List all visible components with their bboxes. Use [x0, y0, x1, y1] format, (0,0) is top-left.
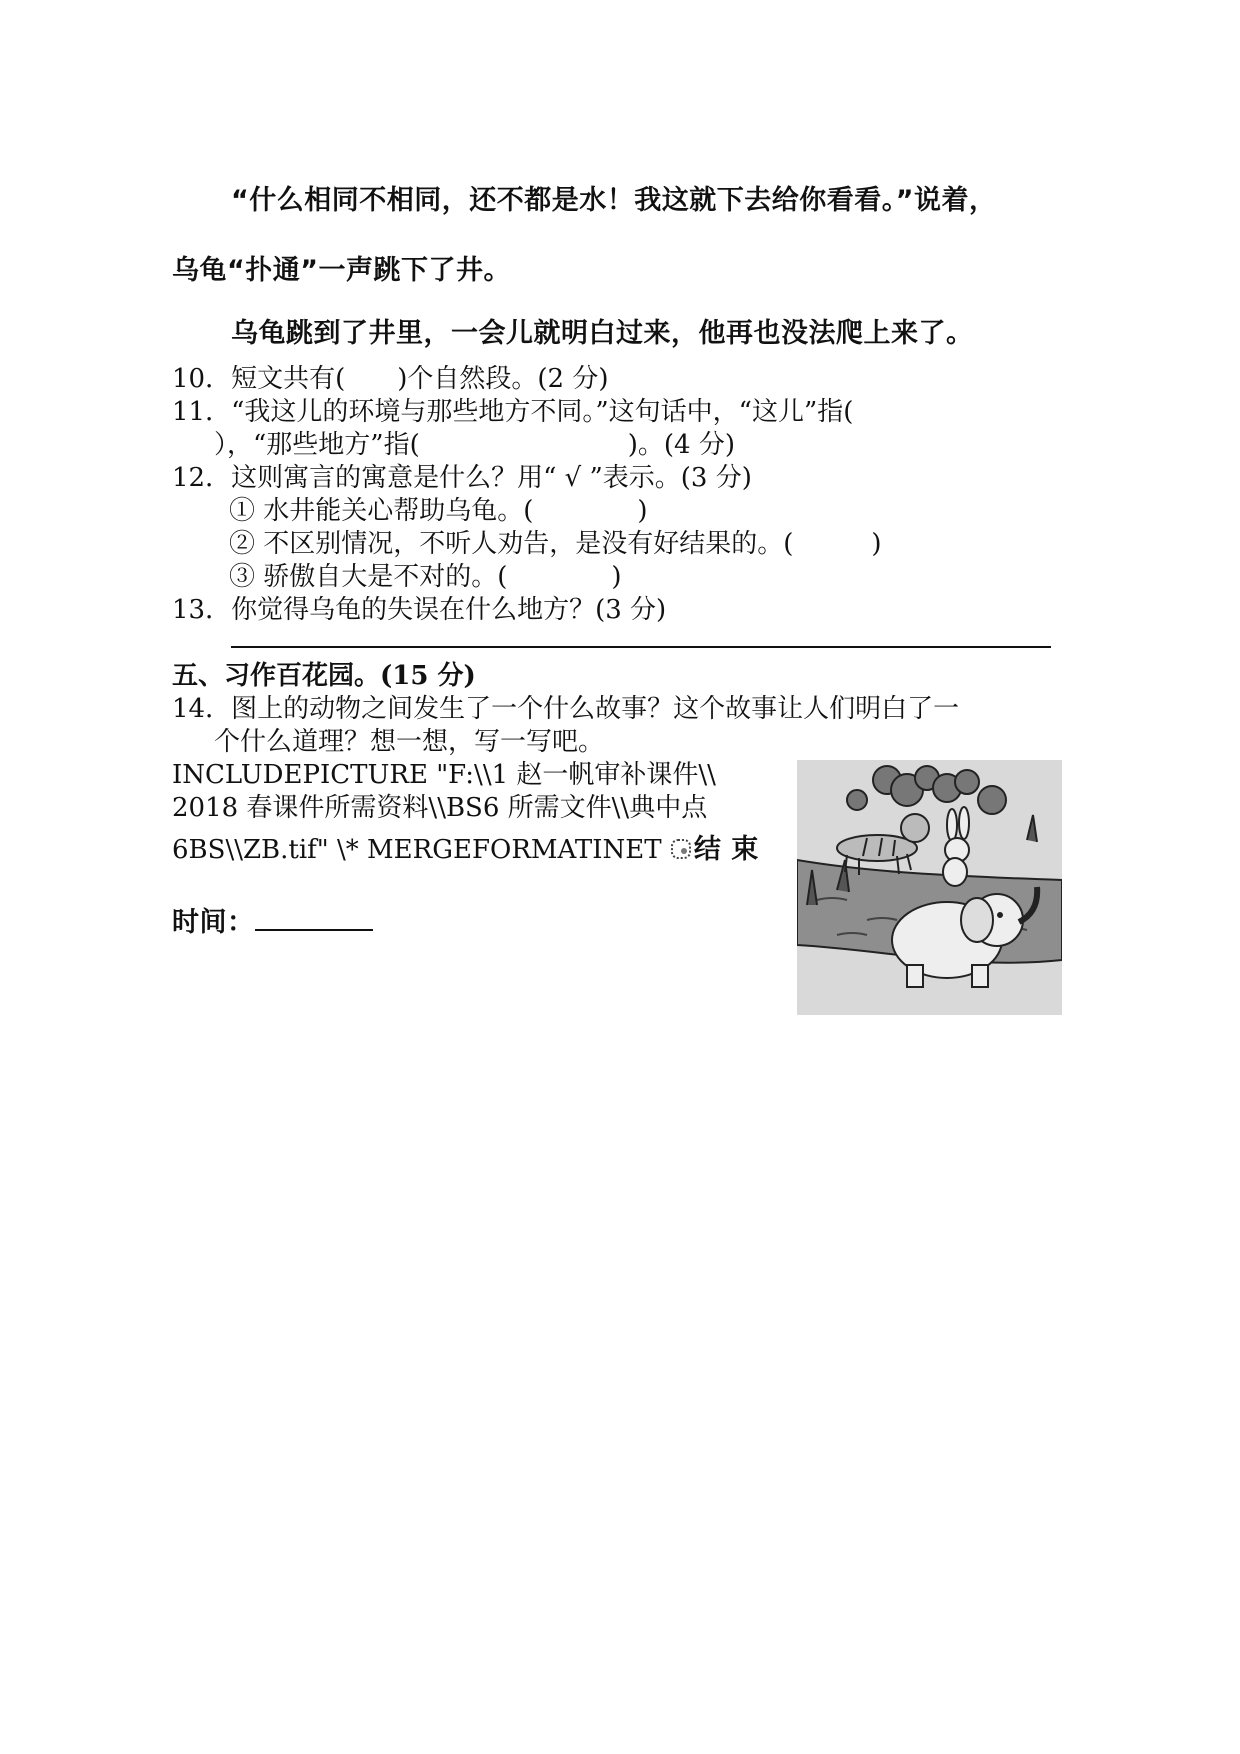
animals-illustration	[797, 760, 1062, 1015]
answer-line-13	[231, 646, 1051, 648]
question-10: 10．短文共有( )个自然段。(2 分)	[172, 364, 609, 394]
section-5-heading: 五、习作百花园。(15 分)	[172, 661, 476, 691]
question-12-option-2: ② 不区别情况，不听人劝告，是没有好结果的。( )	[229, 529, 882, 559]
field-code-line-3-text: 6BS\\ZB.tif" \* MERGEFORMATINET	[172, 835, 670, 865]
field-code-line-1: INCLUDEPICTURE "F:\\1 赵一帆审补课件\\	[172, 760, 716, 790]
story-paragraph-1-line-2: 乌龟“扑通”一声跳下了井。	[172, 255, 511, 286]
question-12-option-3: ③ 骄傲自大是不对的。( )	[229, 562, 622, 592]
story-paragraph-2: 乌龟跳到了井里，一会儿就明白过来，他再也没法爬上来了。	[231, 318, 974, 349]
field-code-line-3	[172, 827, 759, 866]
question-14-line-2: 个什么道理？想一想，写一写吧。	[214, 727, 605, 757]
time-label: 时间：	[172, 907, 255, 938]
field-code-line-2: 2018 春课件所需资料\\BS6 所需文件\\典中点	[172, 793, 708, 823]
question-12-option-1: ① 水井能关心帮助乌龟。( )	[229, 496, 648, 526]
question-11-line-2: ），“那些地方”指( )。(4 分)	[214, 430, 735, 460]
rabbit-icon	[943, 807, 969, 886]
end-text: 结 束	[693, 834, 759, 865]
question-13: 13．你觉得乌龟的失误在什么地方？(3 分)	[172, 595, 667, 625]
time-blank[interactable]	[255, 903, 373, 931]
story-paragraph-1-line-1: “什么相同不相同，还不都是水！我这就下去给你看看。”说着，	[231, 185, 997, 216]
question-12: 12．这则寓言的寓意是什么？用“ √ ”表示。(3 分)	[172, 463, 752, 493]
question-14-line-1: 14．图上的动物之间发生了一个什么故事？这个故事让人们明白了一	[172, 694, 960, 724]
animals-illustration-svg	[797, 760, 1062, 1015]
time-field	[172, 900, 373, 939]
broken-image-icon	[670, 837, 694, 861]
question-11-line-1: 11．“我这儿的环境与那些地方不同。”这句话中，“这儿”指(	[172, 397, 854, 427]
